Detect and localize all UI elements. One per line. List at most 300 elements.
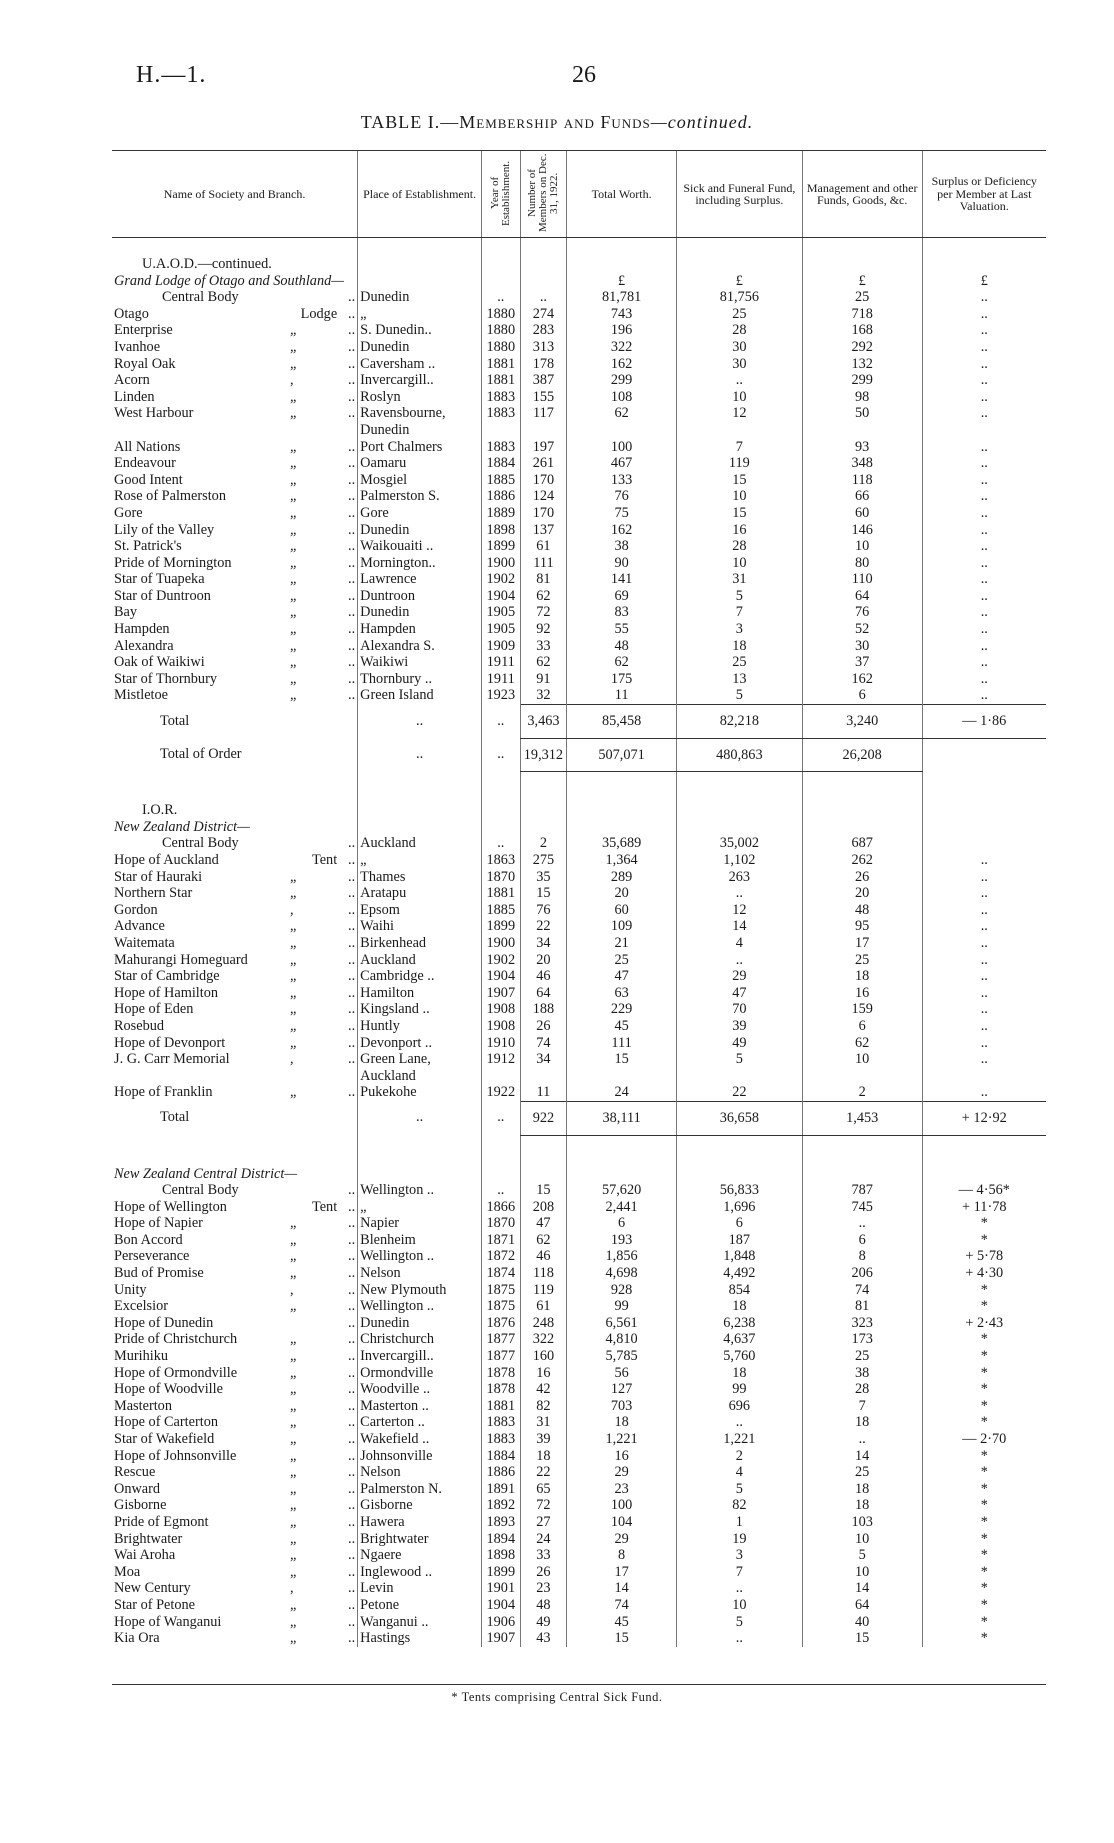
branch-kind: „ [290,968,297,985]
branch-name-cell [112,835,358,852]
total-worth: 289 [567,869,677,886]
members: 111 [520,555,567,572]
table-row [112,538,1046,555]
branch-kind: „ [290,1414,297,1431]
sick-fund: 49 [676,1035,802,1052]
place: Wellington .. [360,1298,435,1315]
leader-dots: .. [348,852,356,868]
place-cell [358,654,482,671]
society-heading: U.A.O.D.—continued. [142,256,272,272]
surplus: .. [922,1051,1046,1084]
sick-fund: 12 [676,405,802,438]
management-fund: 10 [802,1531,922,1548]
surplus: — 4·56* [922,1182,1046,1199]
place: Green Lane, Auckland [360,1051,431,1084]
members: 33 [520,1547,567,1564]
surplus: * [922,1232,1046,1249]
sick-fund: 25 [676,654,802,671]
total-worth: 6,561 [567,1315,677,1332]
year: 1880 [482,322,521,339]
leader-dots: .. [348,1348,356,1365]
table-row [112,289,1046,306]
place-cell [358,472,482,489]
total-worth: 8 [567,1547,677,1564]
branch-name-cell [112,1035,358,1052]
table-row [112,1630,1046,1647]
place-cell [358,1282,482,1299]
management-fund: 6 [802,1232,922,1249]
place-cell [358,1497,482,1514]
table-row [112,1199,1046,1216]
year: 1898 [482,522,521,539]
sick-fund: 3 [676,621,802,638]
leader-dots: .. [348,571,356,588]
year: 1885 [482,902,521,919]
currency-surplus: £ [922,273,1046,290]
branch-name: Masterton [114,1397,172,1414]
leader-dots: .. [348,1464,356,1481]
place: Caversham .. [360,355,436,372]
year: 1922 [482,1084,521,1101]
management-fund: 25 [802,1348,922,1365]
year: 1908 [482,1018,521,1035]
branch-name: Star of Petone [114,1596,195,1613]
total-mgmt: 26,208 [802,738,922,772]
place: Waikiwi [360,654,409,671]
table-row [112,918,1046,935]
sick-fund: 81,756 [676,289,802,306]
branch-kind: „ [290,488,297,505]
total-worth: 29 [567,1531,677,1548]
place-cell [358,1248,482,1265]
total-sick: 480,863 [676,738,802,772]
branch-kind: , [290,1580,294,1597]
table-row [112,654,1046,671]
members: 91 [520,671,567,688]
table-row [112,405,1046,438]
place-cell [358,1018,482,1035]
total-worth: 928 [567,1282,677,1299]
management-fund: .. [802,1215,922,1232]
total-worth: 322 [567,339,677,356]
members: 2 [520,835,567,852]
table-row [112,306,1046,323]
leader-dots: .. [348,521,356,538]
place-cell [358,1630,482,1647]
leader-dots: .. [348,1613,356,1630]
total-label: Total [160,712,190,729]
district-heading: New Zealand District— [114,818,250,835]
management-fund: 18 [802,1414,922,1431]
table-row [112,1448,1046,1465]
branch-kind: „ [290,1563,297,1580]
members: 15 [520,885,567,902]
branch-name: Northern Star [114,885,193,902]
sick-fund: 28 [676,538,802,555]
leader-dots: .. [348,1447,356,1464]
members: 72 [520,1497,567,1514]
sick-fund: 82 [676,1497,802,1514]
branch-name-cell [112,1315,358,1332]
members: 26 [520,1564,567,1581]
page-number: 26 [572,62,596,88]
branch-name-cell [112,1051,358,1084]
leader-dots: .. [348,1513,356,1530]
members: 39 [520,1431,567,1448]
place-cell [358,455,482,472]
branch-name: Advance [114,918,165,935]
place: Wellington .. [360,1248,435,1265]
year: .. [482,289,521,306]
leader-dots: .. [348,604,356,621]
leader-dots: .. [348,488,356,505]
branch-kind: „ [290,1265,297,1282]
surplus: .. [922,372,1046,389]
members: 49 [520,1614,567,1631]
branch-kind: „ [290,438,297,455]
place-cell [358,985,482,1002]
sick-fund: 31 [676,571,802,588]
total-worth: 45 [567,1614,677,1631]
management-fund: 50 [802,405,922,438]
sick-fund: .. [676,1414,802,1431]
surplus: * [922,1497,1046,1514]
surplus: .. [922,538,1046,555]
year: 1923 [482,687,521,704]
branch-kind: „ [290,1630,297,1647]
surplus: .. [922,1035,1046,1052]
leader-dots: .. [348,901,356,918]
branch-name: Bud of Promise [114,1265,204,1282]
members: 34 [520,1051,567,1084]
branch-kind: „ [290,1348,297,1365]
place: Ravensbourne, Dunedin [360,405,446,438]
branch-name-cell [112,1215,358,1232]
surplus: .. [922,671,1046,688]
sick-fund: 13 [676,671,802,688]
leader-dots: .. [348,984,356,1001]
year: 1912 [482,1051,521,1084]
total-worth: 99 [567,1298,677,1315]
branch-name-cell [112,1001,358,1018]
district-heading-row [112,819,1046,836]
leader-dots: .. [348,1265,356,1282]
year: 1875 [482,1298,521,1315]
branch-name-cell [112,1348,358,1365]
place: Gore [360,504,389,521]
management-fund: 348 [802,455,922,472]
total-worth: 127 [567,1381,677,1398]
surplus: * [922,1298,1046,1315]
total-row [112,1101,1046,1135]
management-fund: 18 [802,968,922,985]
management-fund: 787 [802,1182,922,1199]
branch-name: Kia Ora [114,1630,160,1647]
leader-dots: .. [348,1480,356,1497]
branch-name-cell [112,687,358,704]
management-fund: 687 [802,835,922,852]
branch-kind: „ [290,1381,297,1398]
place-cell [358,505,482,522]
management-fund: 30 [802,638,922,655]
total-label: Total [160,1109,190,1126]
year: 1910 [482,1035,521,1052]
members: 322 [520,1331,567,1348]
sick-fund: .. [676,952,802,969]
branch-name: Star of Hauraki [114,868,203,885]
branch-name: Hope of Dunedin [114,1314,214,1331]
branch-name: Acorn [114,372,150,389]
year: 1876 [482,1315,521,1332]
table-row [112,1182,1046,1199]
management-fund: 299 [802,372,922,389]
branch-kind: , [290,1281,294,1298]
year: 1905 [482,604,521,621]
place: Aratapu [360,885,407,902]
branch-name: Central Body [162,835,239,852]
branch-name: Enterprise [114,322,173,339]
total-worth: 4,810 [567,1331,677,1348]
place-cell [358,1514,482,1531]
year: 1883 [482,439,521,456]
table-row [112,1331,1046,1348]
members: 160 [520,1348,567,1365]
management-fund: 146 [802,522,922,539]
sick-fund: 5 [676,1051,802,1084]
sick-fund: 18 [676,1298,802,1315]
sick-fund: 16 [676,522,802,539]
leader-dots: .. [348,835,356,852]
branch-name-cell [112,968,358,985]
place-cell [358,1531,482,1548]
sick-fund: 1,848 [676,1248,802,1265]
branch-name: Hope of Napier [114,1215,203,1232]
surplus: .. [922,687,1046,704]
branch-kind: „ [290,504,297,521]
place: Woodville .. [360,1381,431,1398]
branch-name-cell [112,372,358,389]
branch-kind: „ [290,1364,297,1381]
year: 1902 [482,952,521,969]
total-worth: 24 [567,1084,677,1101]
table-row [112,1315,1046,1332]
branch-name-cell [112,1464,358,1481]
branch-kind: „ [290,554,297,571]
branch-name: Alexandra [114,637,174,654]
leader-dots: .. [348,1580,356,1597]
surplus: .. [922,488,1046,505]
sick-fund: 70 [676,1001,802,1018]
total-surplus: — 1·86 [922,705,1046,739]
currency-mgmt: £ [802,273,922,290]
year: 1870 [482,1215,521,1232]
table-row [112,852,1046,869]
surplus: * [922,1282,1046,1299]
branch-name: Rose of Palmerston [114,488,226,505]
surplus: * [922,1348,1046,1365]
place: Brightwater [360,1530,429,1547]
year: .. [482,1182,521,1199]
members: 62 [520,654,567,671]
leader-dots: .. [348,868,356,885]
col-header-mgmt: Management and other Funds, Goods, &c. [802,151,922,238]
branch-name: Gore [114,504,143,521]
branch-name: Bon Accord [114,1231,183,1248]
place-cell [358,1331,482,1348]
total-mgmt: 1,453 [802,1101,922,1135]
table-row [112,885,1046,902]
branch-kind: „ [290,1084,297,1101]
place: Invercargill.. [360,372,434,389]
branch-name-cell [112,1547,358,1564]
leader-dots: .. [348,338,356,355]
branch-kind: „ [290,1231,297,1248]
management-fund: 81 [802,1298,922,1315]
place-cell [358,869,482,886]
place-cell [358,522,482,539]
place: Dunedin [360,521,410,538]
sick-fund: 7 [676,439,802,456]
place: New Plymouth [360,1281,447,1298]
branch-name-cell [112,1597,358,1614]
place: Auckland [360,951,416,968]
table-row [112,339,1046,356]
branch-kind: „ [290,984,297,1001]
members: 33 [520,638,567,655]
leader-dots: .. [348,455,356,472]
members: 62 [520,1232,567,1249]
surplus: .. [922,1001,1046,1018]
sick-fund: 35,002 [676,835,802,852]
management-fund: 25 [802,289,922,306]
management-fund: .. [802,1431,922,1448]
place-cell [358,588,482,605]
currency-worth: £ [567,273,677,290]
year: 1881 [482,885,521,902]
management-fund: 718 [802,306,922,323]
branch-name-cell [112,588,358,605]
members: 387 [520,372,567,389]
total-worth: 23 [567,1481,677,1498]
sick-fund: 18 [676,1365,802,1382]
place-cell [358,952,482,969]
place: Ngaere [360,1547,402,1564]
sick-fund: 1,696 [676,1199,802,1216]
society-heading-row [112,802,1046,819]
year: 1871 [482,1232,521,1249]
place: Ormondville [360,1364,434,1381]
branch-name: Central Body [162,1182,239,1199]
sick-fund: 5,760 [676,1348,802,1365]
branch-name-cell [112,1481,358,1498]
members: 24 [520,1531,567,1548]
branch-kind: „ [290,868,297,885]
total-row [112,705,1046,739]
sick-fund: 2 [676,1448,802,1465]
table-row [112,638,1046,655]
management-fund: 98 [802,389,922,406]
membership-table [112,150,1046,1647]
leader-dots: .. [348,1630,356,1647]
total-worth: 1,221 [567,1431,677,1448]
table-body [112,238,1046,1647]
branch-kind: „ [290,471,297,488]
total-sick: 36,658 [676,1101,802,1135]
year: 1894 [482,1531,521,1548]
branch-name: West Harbour [114,405,194,422]
leader-dots: .. [348,1001,356,1018]
total-worth: 48 [567,638,677,655]
branch-name: Mistletoe [114,687,169,704]
branch-kind: „ [290,1397,297,1414]
management-fund: 14 [802,1448,922,1465]
surplus: .. [922,588,1046,605]
year: 1892 [482,1497,521,1514]
leader-dots: .. [348,1281,356,1298]
place-cell [358,918,482,935]
year: 1900 [482,935,521,952]
sick-fund: 1,221 [676,1431,802,1448]
total-worth: 5,785 [567,1348,677,1365]
place-cell [358,389,482,406]
spacer-row [112,1135,1046,1166]
sick-fund: 4 [676,1464,802,1481]
year: 1883 [482,405,521,438]
surplus: .. [922,339,1046,356]
year: 1906 [482,1614,521,1631]
management-fund: 20 [802,885,922,902]
total-worth: 1,364 [567,852,677,869]
year: 1908 [482,1001,521,1018]
branch-name-cell [112,571,358,588]
branch-name: Hope of Hamilton [114,984,219,1001]
branch-name: Mahurangi Homeguard [114,951,248,968]
branch-name-cell [112,1282,358,1299]
leader-dots: .. [348,1497,356,1514]
members: 32 [520,687,567,704]
members: 42 [520,1381,567,1398]
total-worth: 15 [567,1630,677,1647]
table-row [112,1431,1046,1448]
members: 16 [520,1365,567,1382]
branch-name-cell [112,1381,358,1398]
year: 1883 [482,1431,521,1448]
total-worth: 4,698 [567,1265,677,1282]
branch-kind: „ [290,338,297,355]
sick-fund: 187 [676,1232,802,1249]
members: 248 [520,1315,567,1332]
branch-name-cell [112,1248,358,1265]
branch-name: Royal Oak [114,355,176,372]
members: .. [520,289,567,306]
place: Hamilton [360,984,415,1001]
branch-kind: „ [290,1034,297,1051]
leader-dots: .. [348,1248,356,1265]
table-row [112,588,1046,605]
branch-name-cell [112,289,358,306]
table-row [112,488,1046,505]
sick-fund: 6 [676,1215,802,1232]
members: 118 [520,1265,567,1282]
members: 46 [520,968,567,985]
management-fund: 18 [802,1497,922,1514]
table-row [112,455,1046,472]
management-fund: 10 [802,1564,922,1581]
branch-name: Linden [114,388,155,405]
table-row [112,1282,1046,1299]
branch-kind: „ [290,521,297,538]
branch-name-cell [112,1497,358,1514]
